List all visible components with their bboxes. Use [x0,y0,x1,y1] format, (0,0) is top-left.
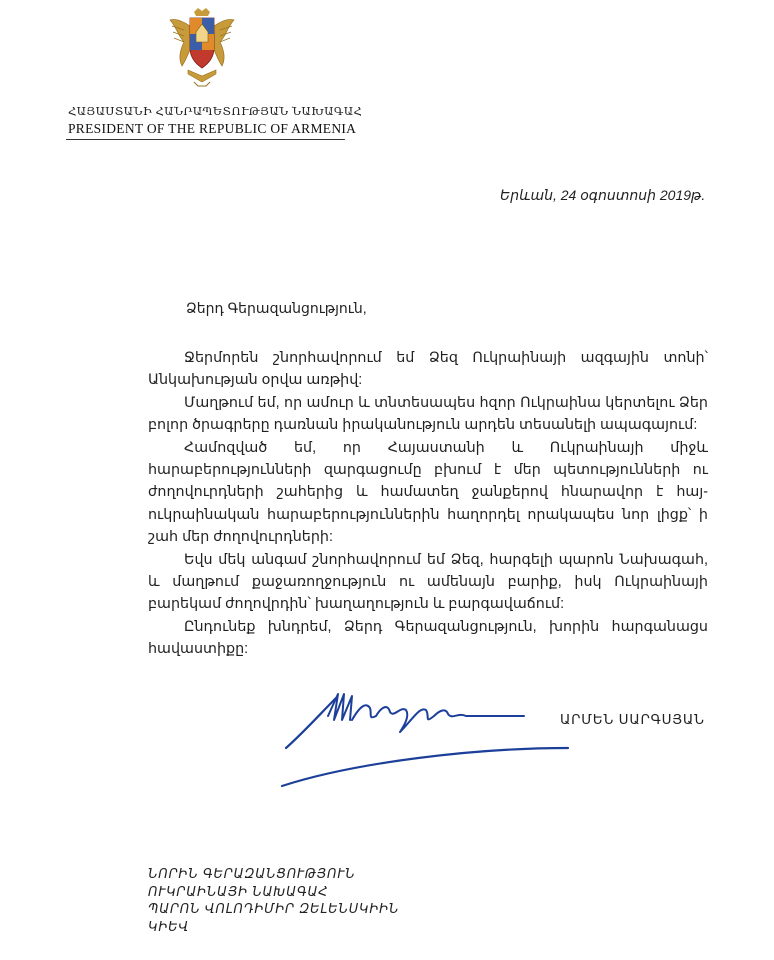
body-paragraph: Ջերմորեն շնորհավորում եմ Ձեզ Ուկրաինայի ազգային տոնի՝ Անկախության օրվա առթիվ: [148,350,708,389]
recipient-address [148,865,399,935]
body-paragraph: Համոզված եմ, որ Հայաստանի և Ուկրաինայի միջև հարաբերությունների զարգացումը բխում է մեր պետությունների ու ժողովուրդների շահերից և համատեղ ջանքերով հնարավոր է հայ-ուկրաինական հարաբերություններին հաղորդել որակապես նոր լիցք՝ ի շահ մեր ժողովուրդների: [148,439,708,546]
letterhead-english-title: PRESIDENT OF THE REPUBLIC OF ARMENIA [68,121,357,136]
body-paragraph: Ընդունեք խնդրեմ, Ձերդ Գերազանցություն, խորին հարգանացս հավաստիքը: [148,618,708,658]
body-paragraph: Եվս մեկ անգամ շնորհավորում եմ Ձեզ, հարգելի պարոն Նախագահ, և մաղթում քաջառողջություն ու ամենայն բարիք, իսկ Ուկրաինայի բարեկամ ժողովրդին՝ խաղաղություն և բարգավաճում: [148,551,708,613]
salutation: Ձերդ Գերազանցություն, [186,300,367,316]
signer-name: ԱՐՄԵՆ ՍԱՐԳՍՅԱՆ [560,712,705,727]
letterhead-armenian-title: ՀԱՅԱՍՏԱՆԻ ՀԱՆՐԱՊԵՏՈՒԹՅԱՆ ՆԱԽԱԳԱՀ [68,106,363,118]
armenia-coat-of-arms-icon [162,6,242,88]
recipient-line: ՆՈՐԻՆ ԳԵՐԱԶԱՆՑՈՒԹՅՈՒՆ [148,866,356,881]
letter-date: Երևան, 24 օգոստոսի 2019թ. [500,187,706,203]
recipient-line: ՈՒԿՐԱԻՆԱՅԻ ՆԱԽԱԳԱՀ [148,883,329,899]
recipient-line: ՊԱՐՈՆ ՎՈԼՈԴԻՄԻՐ ԶԵԼԵՆՍԿԻԻՆ [148,901,400,917]
handwritten-signature [276,676,576,796]
letter-body [148,347,708,661]
body-paragraph: Մաղթում եմ, որ ամուր և տնտեսապես հզոր Ուկրաինա կերտելու Ձեր բոլոր ծրագրերը դառնան իրականություն արդեն տեսանելի ապագայում: [148,394,708,434]
recipient-line: ԿԻԵՎ [148,918,190,934]
letterhead-divider [66,139,345,140]
